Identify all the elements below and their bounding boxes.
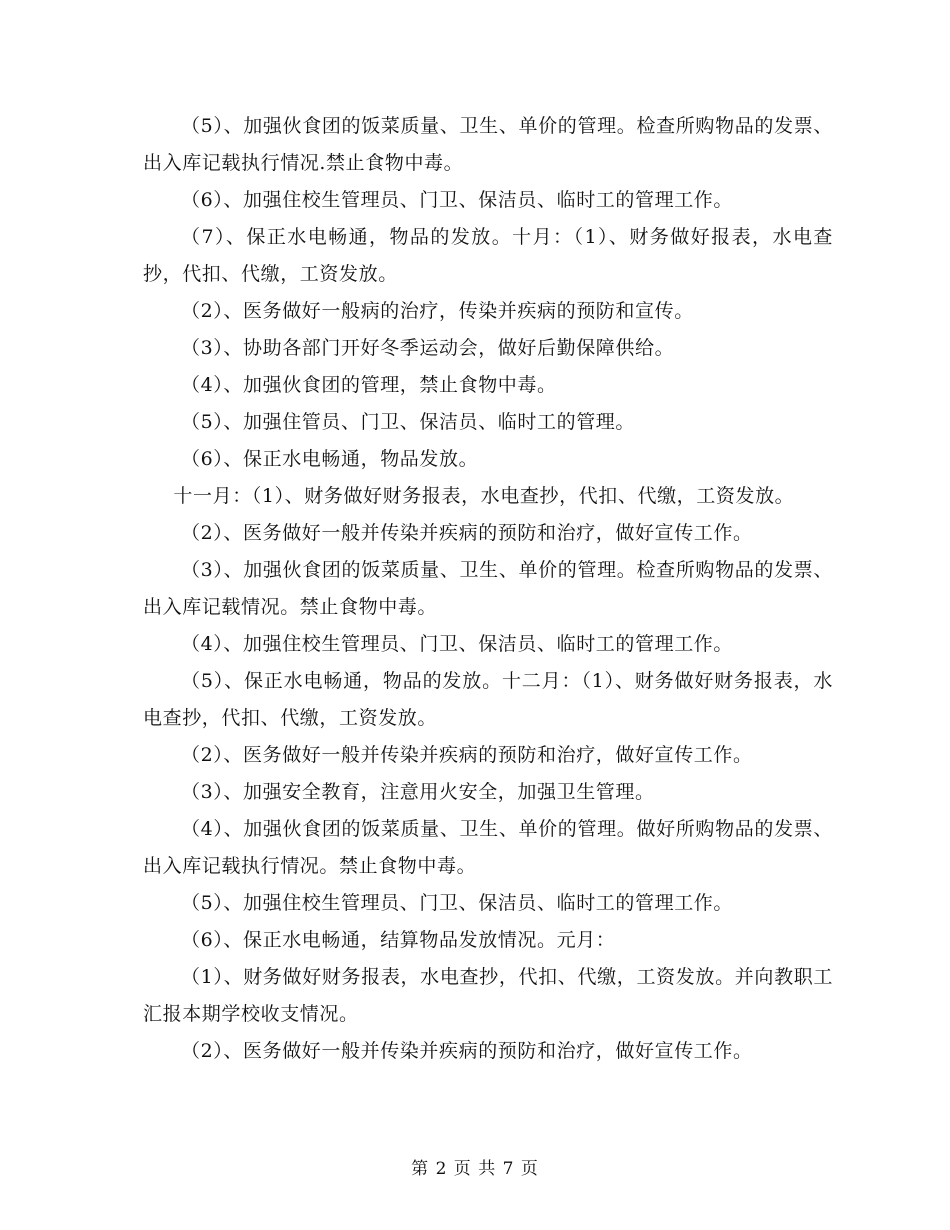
paragraph: （6）、保正水电畅通，物品发放。 [181, 448, 479, 470]
page-number-footer: 第 2 页 共 7 页 [411, 1159, 539, 1179]
document-body [143, 108, 833, 1070]
paragraph: （4）、加强伙食团的饭菜质量、卫生、单价的管理。做好所购物品的发票、出入库记载执行情况。禁止食物中毒。 [143, 818, 833, 877]
paragraph: （2）、医务做好一般病的治疗，传染并疾病的预防和宣传。 [181, 300, 694, 322]
paragraph: （5）、加强伙食团的饭菜质量、卫生、单价的管理。检查所购物品的发票、出入库记载执行情况.禁止食物中毒。 [143, 115, 833, 174]
paragraph: （2）、医务做好一般并传染并疾病的预防和治疗，做好宣传工作。 [181, 1040, 753, 1062]
paragraph: （3）、加强伙食团的饭菜质量、卫生、单价的管理。检查所购物品的发票、出入库记载情况。禁止食物中毒。 [143, 559, 833, 618]
paragraph: （4）、加强住校生管理员、门卫、保洁员、临时工的管理工作。 [181, 633, 733, 655]
paragraph: （5）、加强住校生管理员、门卫、保洁员、临时工的管理工作。 [181, 892, 733, 914]
paragraph: （7）、保正水电畅通，物品的发放。十月：（1）、财务做好报表，水电查抄，代扣、代缴，工资发放。 [143, 226, 833, 285]
paragraph: （5）、加强住管员、门卫、保洁员、临时工的管理。 [181, 411, 635, 433]
paragraph: （3）、协助各部门开好冬季运动会，做好后勤保障供给。 [181, 337, 675, 359]
paragraph: （6）、加强住校生管理员、门卫、保洁员、临时工的管理工作。 [181, 189, 733, 211]
paragraph: （2）、医务做好一般并传染并疾病的预防和治疗，做好宣传工作。 [181, 744, 753, 766]
paragraph: （2）、医务做好一般并传染并疾病的预防和治疗，做好宣传工作。 [181, 522, 753, 544]
paragraph: （4）、加强伙食团的管理，禁止食物中毒。 [181, 374, 557, 396]
paragraph: （6）、保正水电畅通，结算物品发放情况。元月： [181, 929, 616, 951]
paragraph: 十一月：（1）、财务做好财务报表，水电查抄，代扣、代缴，工资发放。 [173, 485, 795, 507]
paragraph: （5）、保正水电畅通，物品的发放。十二月：（1）、财务做好财务报表，水电查抄，代扣、代缴，工资发放。 [143, 670, 833, 729]
paragraph: （1）、财务做好财务报表，水电查抄，代扣、代缴，工资发放。并向教职工汇报本期学校收支情况。 [143, 966, 833, 1025]
paragraph: （3）、加强安全教育，注意用火安全，加强卫生管理。 [181, 781, 655, 803]
